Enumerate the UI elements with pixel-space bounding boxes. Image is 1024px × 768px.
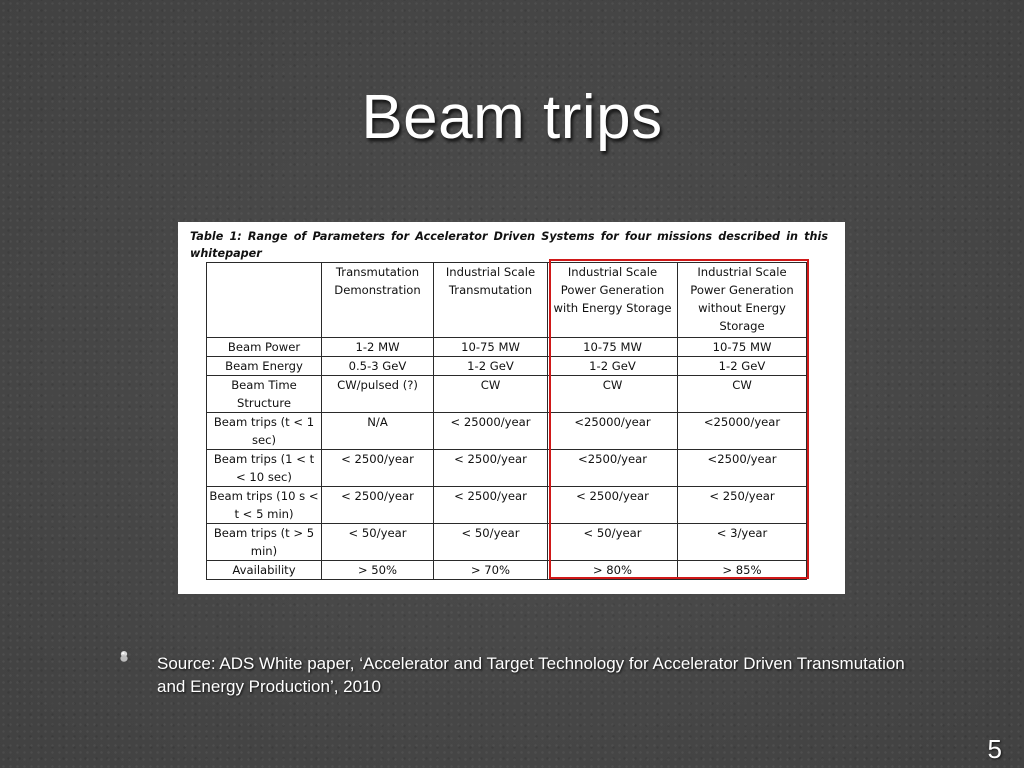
table-cell: < 250/year: [678, 487, 807, 524]
table-row: [207, 561, 807, 580]
page-number: 5: [987, 734, 1002, 764]
table-cell: CW: [434, 376, 548, 413]
table-cell: > 85%: [678, 561, 807, 580]
bullet-icon: [119, 650, 129, 664]
table-row-label: Beam trips (t < 1 sec): [207, 413, 322, 450]
table-header-row: [207, 263, 807, 338]
table-row: [207, 338, 807, 357]
table-cell: < 2500/year: [434, 487, 548, 524]
table-cell: 1-2 GeV: [548, 357, 678, 376]
table-row-label: Beam trips (1 < t < 10 sec): [207, 450, 322, 487]
table-cell: < 2500/year: [322, 487, 434, 524]
table-header-cell: Industrial Scale Power Generation without Energy Storage: [678, 263, 807, 338]
table-row-label: Beam trips (10 s < t < 5 min): [207, 487, 322, 524]
table-row-label: Beam Energy: [207, 357, 322, 376]
table-row: [207, 524, 807, 561]
table-row: [207, 357, 807, 376]
table-cell: < 25000/year: [434, 413, 548, 450]
parameter-table-image: [178, 222, 845, 594]
table-cell: <2500/year: [548, 450, 678, 487]
table-header-cell: Industrial Scale Transmutation: [434, 263, 548, 338]
table-caption-continued: whitepaper: [190, 247, 262, 260]
table-row-label: Beam Power: [207, 338, 322, 357]
table-cell: CW: [678, 376, 807, 413]
source-citation: Source: ADS White paper, ‘Accelerator and Target Technology for Accelerator Driven Transmutation and Energy Production’, 2010: [157, 654, 905, 696]
table-cell: < 3/year: [678, 524, 807, 561]
table-row: [207, 487, 807, 524]
table-header-cell: Industrial Scale Power Generation with Energy Storage: [548, 263, 678, 338]
table-cell: 10-75 MW: [678, 338, 807, 357]
table-cell: CW/pulsed (?): [322, 376, 434, 413]
table-header-cell: [207, 263, 322, 338]
table-cell: < 2500/year: [548, 487, 678, 524]
table-cell: < 2500/year: [434, 450, 548, 487]
table-cell: 1-2 MW: [322, 338, 434, 357]
table-cell: CW: [548, 376, 678, 413]
table-cell: 0.5-3 GeV: [322, 357, 434, 376]
table-cell: <2500/year: [678, 450, 807, 487]
table-cell: 1-2 GeV: [678, 357, 807, 376]
table-cell: < 50/year: [322, 524, 434, 561]
table-caption: Table 1: Range of Parameters for Accelerator Driven Systems for four missions described in this: [190, 230, 828, 243]
parameter-table: [206, 262, 807, 580]
table-cell: <25000/year: [678, 413, 807, 450]
table-cell: < 50/year: [434, 524, 548, 561]
table-row-label: Beam trips (t > 5 min): [207, 524, 322, 561]
table-cell: > 80%: [548, 561, 678, 580]
table-cell: > 70%: [434, 561, 548, 580]
table-cell: N/A: [322, 413, 434, 450]
table-cell: <25000/year: [548, 413, 678, 450]
table-row-label: Beam Time Structure: [207, 376, 322, 413]
table-cell: > 50%: [322, 561, 434, 580]
table-row: [207, 376, 807, 413]
table-cell: 1-2 GeV: [434, 357, 548, 376]
table-row: [207, 450, 807, 487]
table-cell: < 50/year: [548, 524, 678, 561]
table-row-label: Availability: [207, 561, 322, 580]
slide-title: Beam trips: [361, 83, 663, 152]
table-row: [207, 413, 807, 450]
table-cell: 10-75 MW: [434, 338, 548, 357]
table-cell: 10-75 MW: [548, 338, 678, 357]
table-cell: < 2500/year: [322, 450, 434, 487]
table-header-cell: Transmutation Demonstration: [322, 263, 434, 338]
